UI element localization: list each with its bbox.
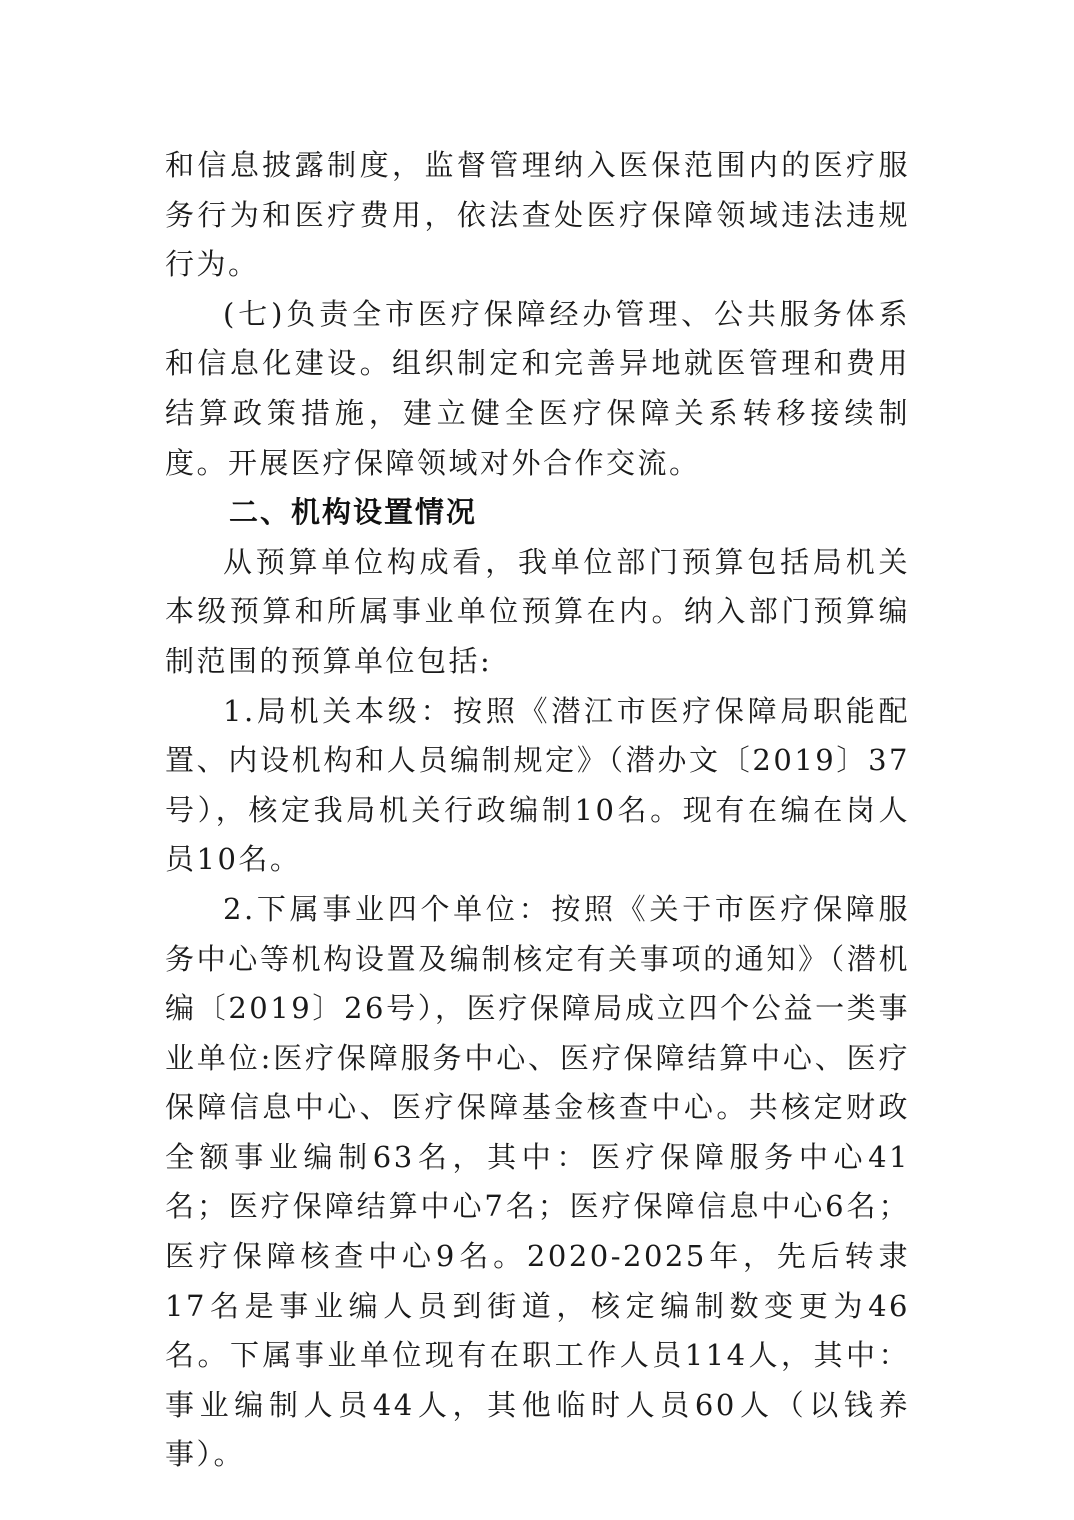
document-body bbox=[165, 141, 910, 1480]
paragraph-bureau-level: 1.局机关本级：按照《潜江市医疗保障局职能配置、内设机构和人员编制规定》（潜办文〔2019〕37号），核定我局机关行政编制10名。现有在编在岗人员10名。 bbox=[165, 693, 910, 877]
paragraph-supervision-continued: 和信息披露制度，监督管理纳入医保范围内的医疗服务行为和医疗费用，依法查处医疗保障领域违法违规行为。 bbox=[165, 148, 910, 282]
paragraph-subordinate-units: 2.下属事业四个单位：按照《关于市医疗保障服务中心等机构设置及编制核定有关事项的通知》（潜机编〔2019〕26号），医疗保障局成立四个公益一类事业单位:医疗保障服务中心、医疗保障结算中心、医疗保障信息中心、医疗保障基金核查中心。共核定财政全额事业编制63名，其中：医疗保障服务中心41名；医疗保障结算中心7名；医疗保障信息中心6名；医疗保障核查中心9名。2020-2025年，先后转隶17名是事业编人员到街道，核定编制数变更为46名。下属事业单位现有在职工作人员114人，其中：事业编制人员44人，其他临时人员60人（以钱养事）。 bbox=[165, 891, 910, 1472]
paragraph-item-seven: (七)负责全市医疗保障经办管理、公共服务体系和信息化建设。组织制定和完善异地就医管理和费用结算政策措施，建立健全医疗保障关系转移接续制度。开展医疗保障领域对外合作交流。 bbox=[165, 296, 910, 480]
section-heading-organization: 二、机构设置情况 bbox=[229, 495, 478, 530]
paragraph-budget-units: 从预算单位构成看，我单位部门预算包括局机关本级预算和所属事业单位预算在内。纳入部门预算编制范围的预算单位包括: bbox=[165, 544, 910, 678]
